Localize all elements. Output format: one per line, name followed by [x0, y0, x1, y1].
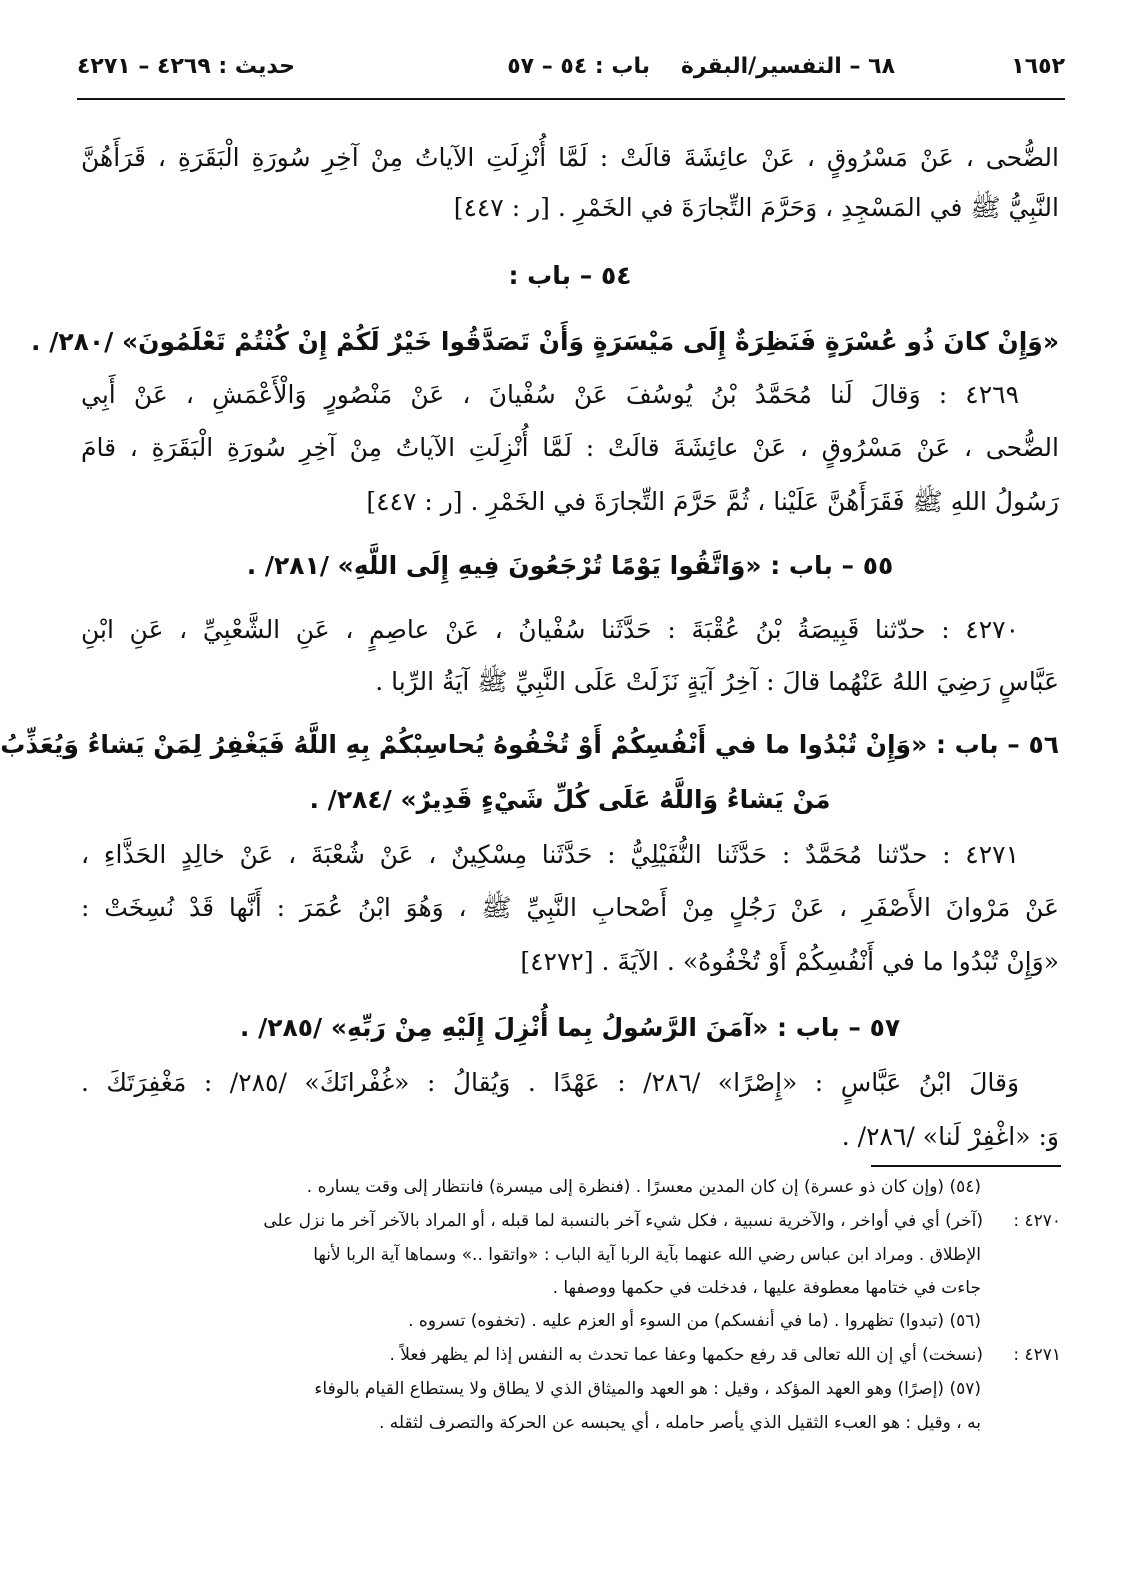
- commentary-line: وَ: «اغْفِرْ لَنا» /٢٨٦/ .: [841, 1122, 1059, 1151]
- bab-55-heading: ٥٥ – باب : «وَاتَّقُوا يَوْمًا تُرْجَعُونَ فِيهِ إِلَى اللَّهِ» /٢٨١/ .: [246, 551, 894, 580]
- footnote-text: الإطلاق . ومراد ابن عباس رضي الله عنهما بآية الربا آية الباب : «واتقوا ..» وسماها آية الربا لأنها: [313, 1245, 981, 1265]
- bab-range: باب : ٥٤ – ٥٧: [507, 54, 650, 79]
- footnote-54: (٥٤) (وإن كان ذو عسرة) إن كان المدين معسرًا . (فنظرة إلى ميسرة) فانتظار إلى وقت يساره .: [306, 1177, 981, 1197]
- bab-54-verse: «وَإِنْ كانَ ذُو عُسْرَةٍ فَنَظِرَةٌ إِلَى مَيْسَرَةٍ وَأَنْ تَصَدَّقُوا خَيْرٌ لَكُمْ إِنْ كُنْتُمْ تَعْلَمُونَ» /٢٨٠/ .: [31, 327, 1059, 356]
- hadith-4269-line: رَسُولُ اللهِ ﷺ فَقَرَأَهُنَّ عَلَيْنا ، ثُمَّ حَرَّمَ التِّجارَةَ في الخَمْرِ . [ر : ٤٤٧]: [366, 487, 1059, 516]
- header-divider: [77, 98, 1065, 100]
- footnote-4270: [81, 1206, 1061, 1236]
- hadith-4270-line: ٤٢٧٠ : حدّثنا قَبِيصَةُ بْنُ عُقْبَةَ : حَدَّثَنا سُفْيانُ ، عَنْ عاصِمٍ ، عَنِ الشَّعْبِيِّ ، عَنِ ابْنِ: [81, 615, 1019, 644]
- text-line: الضُّحى ، عَنْ مَسْرُوقٍ ، عَنْ عائِشَةَ قالَتْ : لَمَّا أُنْزِلَتِ الآياتُ مِنْ آخِرِ سُورَةِ الْبَقَرَةِ ، قَرَأَهُنَّ: [81, 143, 1059, 172]
- hadith-4269-line: الضُّحى ، عَنْ مَسْرُوقٍ ، عَنْ عائِشَةَ قالَتْ : لَمَّا أُنْزِلَتِ الآياتُ مِنْ آخِرِ سُورَةِ الْبَقَرَةِ ، قامَ: [81, 433, 1059, 462]
- chapter-title: ٦٨ – التفسير/البقرة: [680, 54, 895, 79]
- bab-54-heading: ٥٤ – باب :: [508, 261, 632, 290]
- hadith-4271-line: «وَإِنْ تُبْدُوا ما في أَنْفُسِكُمْ أَوْ تُخْفُوهُ» . الآيَةَ . [٤٢٧٢]: [520, 947, 1059, 976]
- commentary-line: وَقالَ ابْنُ عَبَّاسٍ : «إِصْرًا» /٢٨٦/ : عَهْدًا . وَيُقالُ : «غُفْرانَكَ» /٢٨٥/ : مَغْفِرَتَكَ .: [81, 1068, 1020, 1097]
- footnote-divider: [871, 1165, 1061, 1167]
- bab-56-heading: مَنْ يَشاءُ وَاللَّهُ عَلَى كُلِّ شَيْءٍ قَدِيرٌ» /٢٨٤/ .: [309, 785, 831, 814]
- hadith-4269-line: ٤٢٦٩ : وَقالَ لَنا مُحَمَّدُ بْنُ يُوسُفَ عَنْ سُفْيانَ ، عَنْ مَنْصُورٍ وَالْأَعْمَشِ ، عَنْ أَبِي: [81, 380, 1019, 409]
- footnote-text: (نسخت) أي إن الله تعالى قد رفع حكمها وعفا عما تحدث به النفس إذا لم يظهر فعلاً .: [389, 1345, 983, 1365]
- footnote-ref: ٤٢٧٠ :: [1013, 1211, 1061, 1231]
- footnote-57: (٥٧) (إصرًا) وهو العهد المؤكد ، وقيل : هو العهد والميثاق الذي لا يطاق ولا يستطاع القيام بالوفاء: [314, 1379, 981, 1399]
- footnote-56: (٥٦) (تبدوا) تظهروا . (ما في أنفسكم) من السوء أو العزم عليه . (تخفوه) تسروه .: [408, 1311, 981, 1331]
- running-header: [77, 50, 1065, 90]
- hadith-4271-line: عَنْ مَرْوانَ الأَصْفَرِ ، عَنْ رَجُلٍ مِنْ أَصْحابِ النَّبِيِّ ﷺ ، وَهُوَ ابْنُ عُمَرَ : أَنَّها قَدْ نُسِخَتْ :: [81, 893, 1059, 922]
- footnote-ref: ٤٢٧١ :: [1013, 1345, 1061, 1365]
- footnote-text: به ، وقيل : هو العبء الثقيل الذي يأصر حامله ، أي يحبسه عن الحركة والتصرف لثقله .: [378, 1413, 981, 1433]
- hadith-4271-line: ٤٢٧١ : حدّثنا مُحَمَّدٌ : حَدَّثَنا النُّفَيْلِيُّ : حَدَّثَنا مِسْكِينٌ ، عَنْ شُعْبَةَ ، عَنْ خالِدٍ الحَذَّاءِ ،: [81, 840, 1019, 869]
- footnote-4271: [81, 1340, 1061, 1370]
- bab-57-heading: ٥٧ – باب : «آمَنَ الرَّسُولُ بِما أُنْزِلَ إِلَيْهِ مِنْ رَبِّهِ» /٢٨٥/ .: [239, 1013, 901, 1042]
- text-line: النَّبِيُّ ﷺ في المَسْجِدِ ، وَحَرَّمَ التِّجارَةَ في الخَمْرِ . [ر : ٤٤٧]: [453, 193, 1059, 222]
- footnote-text: جاءت في ختامها معطوفة عليها ، فدخلت في حكمها ووصفها .: [552, 1278, 981, 1298]
- hadith-4270-line: عَبَّاسٍ رَضِيَ اللهُ عَنْهُما قالَ : آخِرُ آيَةٍ نَزَلَتْ عَلَى النَّبِيِّ ﷺ آيَةُ الرِّبا .: [375, 667, 1059, 696]
- page-number: ١٦٥٢: [1011, 54, 1065, 79]
- footnote-text: (آخر) أي في أواخر ، والآخرية نسبية ، فكل شيء آخر بالنسبة لما قبله ، أو المراد بالآخر آخر ما نزل على: [263, 1211, 983, 1231]
- bab-56-heading: ٥٦ – باب : «وَإِنْ تُبْدُوا ما في أَنْفُسِكُمْ أَوْ تُخْفُوهُ يُحاسِبْكُمْ بِهِ اللَّهُ فَيَغْفِرُ لِمَنْ يَشاءُ وَيُعَذِّبُ: [0, 730, 1059, 759]
- hadith-range: حديث : ٤٢٦٩ – ٤٢٧١: [77, 54, 295, 79]
